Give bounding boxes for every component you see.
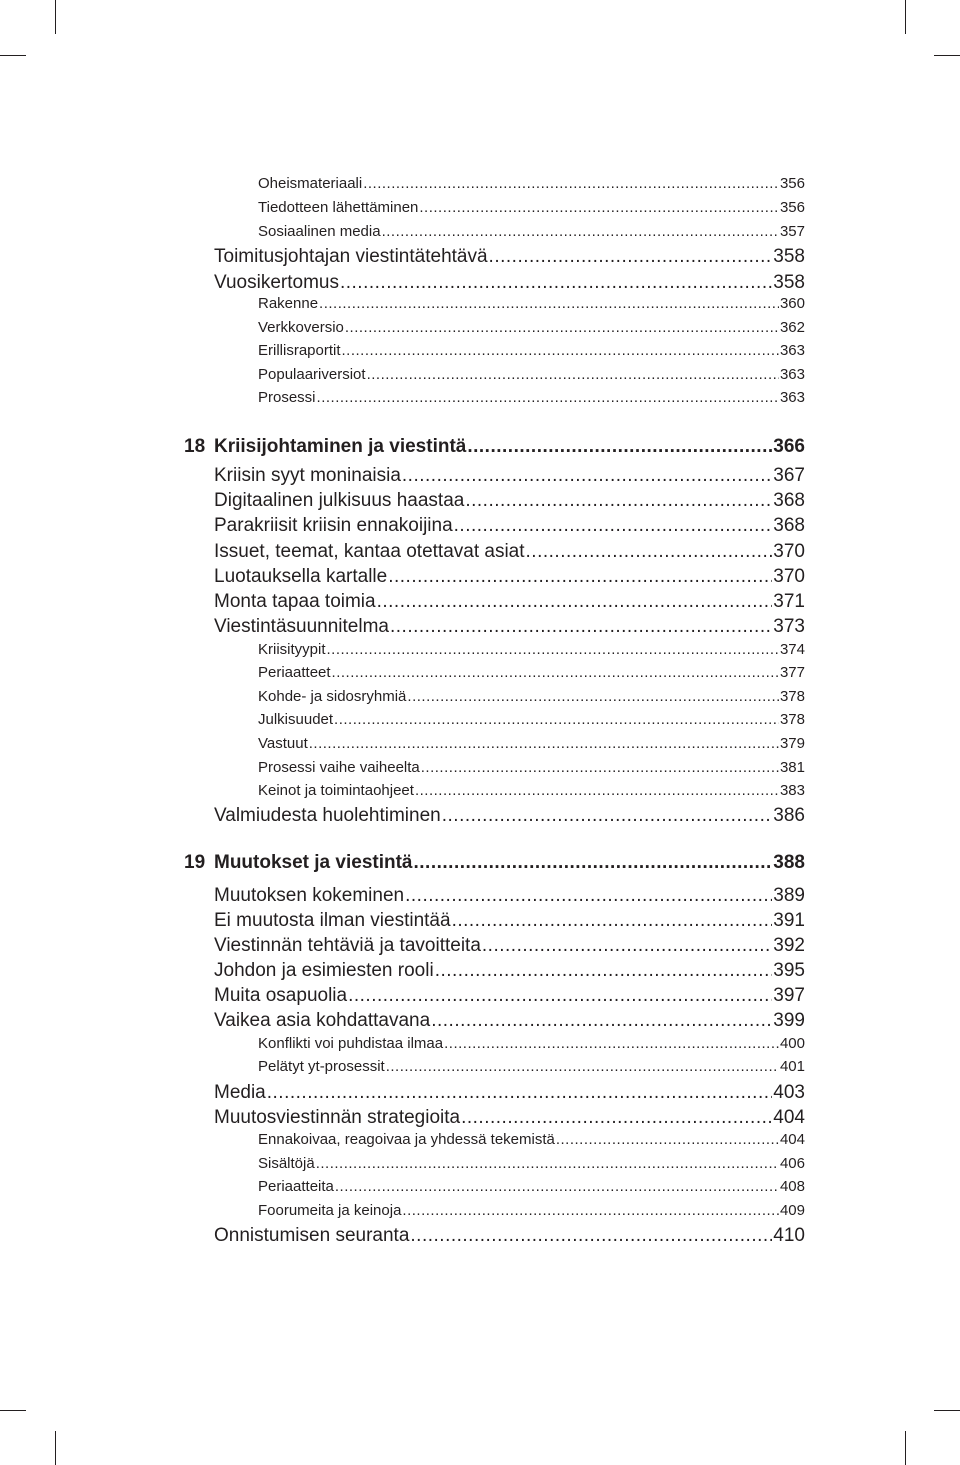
dot-leader <box>363 176 779 191</box>
toc-entry-page: 395 <box>773 960 805 981</box>
dot-leader <box>442 806 773 825</box>
toc-entry[interactable] <box>184 852 805 873</box>
dot-leader <box>405 886 772 905</box>
dot-leader <box>367 367 779 382</box>
toc-entry[interactable] <box>258 665 805 680</box>
toc-entry[interactable] <box>258 1156 805 1171</box>
toc-entry[interactable] <box>214 567 805 586</box>
toc-entry[interactable] <box>184 436 805 457</box>
dot-leader <box>435 961 773 980</box>
toc-entry-page: 367 <box>773 465 805 486</box>
toc-entry[interactable] <box>258 1203 805 1218</box>
dot-leader <box>489 247 773 266</box>
toc-entry[interactable] <box>214 806 805 825</box>
toc-entry-title: Ennakoivaa, reagoivaa ja yhdessä tekemistä <box>258 1131 555 1148</box>
toc-entry-page: 357 <box>779 223 805 240</box>
toc-entry-title: Monta tapaa toimia <box>214 591 376 612</box>
toc-entry-page: 406 <box>779 1155 805 1172</box>
dot-leader <box>317 390 779 405</box>
toc-entry[interactable] <box>214 617 805 636</box>
dot-leader <box>444 1036 779 1051</box>
toc-entry-title: Digitaalinen julkisuus haastaa <box>214 490 465 511</box>
toc-entry-page: 368 <box>773 490 805 511</box>
dot-leader <box>431 1011 772 1030</box>
toc-entry[interactable] <box>214 911 805 930</box>
dot-leader <box>335 1179 779 1194</box>
toc-entry-page: 362 <box>779 319 805 336</box>
dot-leader <box>415 783 779 798</box>
toc-entry[interactable] <box>258 1132 805 1147</box>
toc-entry-title: Julkisuudet <box>258 711 334 728</box>
toc-entry-title: Periaatteet <box>258 664 331 681</box>
toc-entry-title: Vaikea asia kohdattavana <box>214 1010 431 1031</box>
toc-entry-page: 409 <box>779 1202 805 1219</box>
toc-entry-page: 379 <box>779 735 805 752</box>
toc-entry-page: 383 <box>779 782 805 799</box>
dot-leader <box>461 1108 772 1127</box>
toc-entry-page: 377 <box>779 664 805 681</box>
dot-leader <box>452 911 773 930</box>
toc-entry[interactable] <box>258 343 805 358</box>
dot-leader <box>327 642 779 657</box>
toc-entry-title: Onnistumisen seuranta <box>214 1225 410 1246</box>
toc-entry[interactable] <box>258 1059 805 1074</box>
toc-entry-page: 363 <box>779 342 805 359</box>
toc-entry-title: Tiedotteen lähettäminen <box>258 199 419 216</box>
toc-entry-page: 371 <box>773 591 805 612</box>
dot-leader <box>526 542 773 561</box>
toc-entry[interactable] <box>258 1036 805 1051</box>
toc-entry-title: Kriisijohtaminen ja viestintä <box>214 436 467 457</box>
toc-entry[interactable] <box>214 491 805 510</box>
toc-entry-page: 389 <box>773 885 805 906</box>
toc-entry-page: 370 <box>773 541 805 562</box>
toc-entry-page: 392 <box>773 935 805 956</box>
toc-entry[interactable] <box>258 176 805 191</box>
toc-entry-page: 403 <box>773 1082 805 1103</box>
dot-leader <box>467 437 772 456</box>
toc-entry[interactable] <box>258 390 805 405</box>
toc-entry-page: 370 <box>773 566 805 587</box>
toc-entry[interactable] <box>258 367 805 382</box>
toc-entry-title: Vastuut <box>258 735 308 752</box>
toc-entry-title: Sisältöjä <box>258 1155 315 1172</box>
toc-entry[interactable] <box>214 986 805 1005</box>
toc-entry[interactable] <box>214 1083 805 1102</box>
dot-leader <box>410 1226 772 1245</box>
toc-entry[interactable] <box>258 689 805 704</box>
toc-entry-page: 404 <box>779 1131 805 1148</box>
toc-entry-page: 399 <box>773 1010 805 1031</box>
toc-entry[interactable] <box>214 1011 805 1030</box>
toc-entry-page: 397 <box>773 985 805 1006</box>
toc-entry-page: 404 <box>773 1107 805 1128</box>
dot-leader <box>386 1059 779 1074</box>
toc-entry-title: Ei muutosta ilman viestintää <box>214 910 451 931</box>
toc-entry-page: 368 <box>773 515 805 536</box>
toc-entry-title: Rakenne <box>258 295 319 312</box>
toc-entry-title: Foorumeita ja keinoja <box>258 1202 402 1219</box>
toc-entry[interactable] <box>258 224 805 239</box>
toc-entry-title: Konflikti voi puhdistaa ilmaa <box>258 1035 444 1052</box>
toc-entry[interactable] <box>214 1226 805 1245</box>
toc-entry-page: 356 <box>779 199 805 216</box>
toc-entry-title: Luotauksella kartalle <box>214 566 388 587</box>
dot-leader <box>342 343 779 358</box>
toc-entry-page: 410 <box>773 1225 805 1246</box>
toc-entry-title: Muutoksen kokeminen <box>214 885 405 906</box>
toc-entry-title: Pelätyt yt-prosessit <box>258 1058 385 1075</box>
toc-entry-page: 400 <box>779 1035 805 1052</box>
dot-leader <box>309 736 779 751</box>
dot-leader <box>345 320 779 335</box>
toc-entry-title: Media <box>214 1082 266 1103</box>
toc-entry[interactable] <box>258 320 805 335</box>
dot-leader <box>382 224 779 239</box>
toc-entry[interactable] <box>214 592 805 611</box>
toc-entry-title: Toimitusjohtajan viestintätehtävä <box>214 246 488 267</box>
toc-entry[interactable] <box>258 712 805 727</box>
toc-entry-page: 381 <box>779 759 805 776</box>
toc-entry[interactable] <box>214 273 805 292</box>
dot-leader <box>556 1132 779 1147</box>
toc-entry-page: 401 <box>779 1058 805 1075</box>
dot-leader <box>316 1156 779 1171</box>
toc-entry-title: Prosessi vaihe vaiheelta <box>258 759 420 776</box>
toc-entry-page: 363 <box>779 366 805 383</box>
toc-entry[interactable] <box>214 516 805 535</box>
toc-entry-title: Viestinnän tehtäviä ja tavoitteita <box>214 935 481 956</box>
toc-entry-title: Muita osapuolia <box>214 985 348 1006</box>
toc-entry-page: 363 <box>779 389 805 406</box>
toc-entry[interactable] <box>214 247 805 266</box>
dot-leader <box>390 617 772 636</box>
toc-entry-page: 358 <box>773 272 805 293</box>
toc-entry[interactable] <box>258 200 805 215</box>
toc-entry-title: Johdon ja esimiesten rooli <box>214 960 434 981</box>
toc-entry-title: Verkkoversio <box>258 319 344 336</box>
toc-entry-title: Parakriisit kriisin ennakoijina <box>214 515 453 536</box>
toc-entry-page: 386 <box>773 805 805 826</box>
dot-leader <box>402 466 772 485</box>
dot-leader <box>454 516 773 535</box>
toc-entry-page: 408 <box>779 1178 805 1195</box>
toc-entry[interactable] <box>214 466 805 485</box>
dot-leader <box>419 200 779 215</box>
toc-entry-title: Muutosviestinnän strategioita <box>214 1107 461 1128</box>
toc-entry-title: Issuet, teemat, kantaa otettavat asiat <box>214 541 525 562</box>
toc-entry-title: Valmiudesta huolehtiminen <box>214 805 441 826</box>
dot-leader <box>407 689 779 704</box>
toc-entry-page: 356 <box>779 175 805 192</box>
dot-leader <box>414 853 773 872</box>
toc-entry[interactable] <box>214 961 805 980</box>
dot-leader <box>402 1203 779 1218</box>
dot-leader <box>267 1083 773 1102</box>
toc-entry-page: 391 <box>773 910 805 931</box>
toc-entry[interactable] <box>258 783 805 798</box>
toc-entry[interactable] <box>258 296 805 311</box>
toc-entry-page: 374 <box>779 641 805 658</box>
toc-entry-title: Keinot ja toimintaohjeet <box>258 782 414 799</box>
toc-entry[interactable] <box>258 736 805 751</box>
dot-leader <box>388 567 772 586</box>
toc-entry-title: Periaatteita <box>258 1178 334 1195</box>
toc-entry-title: Kohde- ja sidosryhmiä <box>258 688 407 705</box>
toc-entry[interactable] <box>214 542 805 561</box>
toc-entry[interactable] <box>258 642 805 657</box>
dot-leader <box>377 592 773 611</box>
toc-entry-page: 360 <box>779 295 805 312</box>
toc-entry-page: 378 <box>779 688 805 705</box>
toc-entry[interactable] <box>214 1108 805 1127</box>
dot-leader <box>340 273 772 292</box>
toc-entry-title: Kriisityypit <box>258 641 326 658</box>
toc-entry-title: Muutokset ja viestintä <box>214 852 413 873</box>
toc-entry-title: Vuosikertomus <box>214 272 339 293</box>
toc-entry-title: Kriisin syyt moninaisia <box>214 465 401 486</box>
toc-entry-title: Prosessi <box>258 389 316 406</box>
dot-leader <box>421 760 779 775</box>
toc-entry-title: Populaariversiot <box>258 366 366 383</box>
dot-leader <box>465 491 772 510</box>
toc-entry[interactable] <box>258 1179 805 1194</box>
toc-entry-page: 373 <box>773 616 805 637</box>
dot-leader <box>348 986 772 1005</box>
toc-entry-page: 358 <box>773 246 805 267</box>
dot-leader <box>482 936 772 955</box>
toc-entry-title: Oheismateriaali <box>258 175 363 192</box>
toc-entry-page: 388 <box>773 852 805 873</box>
toc-entry[interactable] <box>258 760 805 775</box>
dot-leader <box>332 665 779 680</box>
dot-leader <box>334 712 779 727</box>
toc-entry[interactable] <box>214 936 805 955</box>
toc-entry-page: 366 <box>773 436 805 457</box>
chapter-number: 19 <box>184 852 206 873</box>
toc-entry-title: Viestintäsuunnitelma <box>214 616 389 637</box>
toc-entry-title: Sosiaalinen media <box>258 223 381 240</box>
toc-entry[interactable] <box>214 886 805 905</box>
dot-leader <box>319 296 779 311</box>
toc-entry-page: 378 <box>779 711 805 728</box>
toc-entry-title: Erillisraportit <box>258 342 341 359</box>
chapter-number: 18 <box>184 436 206 457</box>
